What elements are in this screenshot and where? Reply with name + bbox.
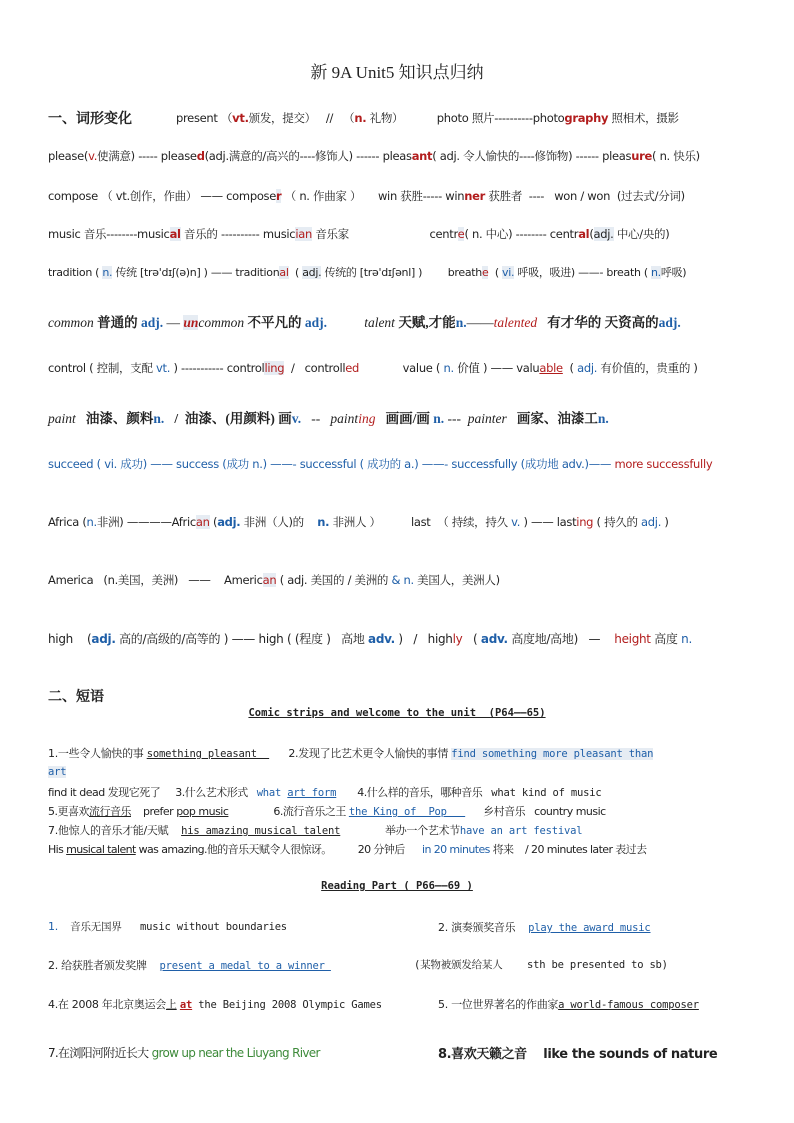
text: 1.一些令人愉快的事 <box>48 747 147 760</box>
wordform-line-2 <box>48 148 700 164</box>
pos-tag: v. <box>88 149 98 163</box>
suffix: an <box>262 573 277 587</box>
pos-tag: n. <box>433 411 445 426</box>
phrase: at <box>179 999 193 1011</box>
word: successfully <box>451 457 518 471</box>
word: common <box>198 315 245 330</box>
text: 有价值的，贵重的 ) <box>597 361 698 375</box>
pos-tag: n. <box>659 149 670 163</box>
phrase: have an art festival <box>459 825 583 837</box>
suffix: ed <box>345 361 360 375</box>
pos-tag: n. <box>317 515 330 529</box>
text: —— <box>466 315 494 330</box>
wordform-line-5 <box>48 264 686 280</box>
phrase: art <box>48 766 67 778</box>
suffix: graphy <box>564 111 609 125</box>
subsection-title: Reading Part ( P66——69 ) <box>321 880 473 892</box>
text: ) —— last <box>520 515 577 529</box>
word: high <box>48 632 73 646</box>
pos-tag: n. <box>252 457 263 471</box>
text: 非洲) ————Afric <box>96 515 196 529</box>
phrase: find something more pleasant than <box>451 748 654 760</box>
text: （ n. 作曲家 ） win 获胜----- win <box>281 189 465 203</box>
text: 照相术，摄影 <box>608 111 679 125</box>
suffix: al <box>169 227 181 241</box>
pos-tag: vt. <box>156 361 171 375</box>
word: paint <box>48 411 76 426</box>
meaning: 画画/画 <box>375 411 434 426</box>
pos-tag: n. <box>651 266 661 279</box>
phrase-line-q4 <box>48 1044 320 1061</box>
text: 流行音乐 <box>89 805 131 818</box>
word: height <box>614 632 651 646</box>
text: — <box>163 315 184 330</box>
suffix: ian <box>295 227 312 241</box>
pos-tag: vi. <box>502 266 515 279</box>
phrase: art form <box>287 787 337 799</box>
wordform-line-12 <box>48 630 692 647</box>
phrase: grow up near the Liuyang River <box>151 1046 320 1060</box>
wordform-line-9 <box>48 456 712 472</box>
text: 6.流行音乐之王 <box>228 805 349 818</box>
phrase-line-q3b <box>438 996 699 1012</box>
text: 礼物） photo 照片----------photo <box>366 111 565 125</box>
pos-tag: n. <box>681 632 692 646</box>
wordform-line-6 <box>48 311 681 331</box>
text: ( <box>488 266 503 279</box>
pos-tag: n. <box>86 515 97 529</box>
wordform-line-1 <box>176 110 679 126</box>
wordform-line-10 <box>48 514 669 530</box>
phrase-line-2 <box>48 784 601 800</box>
text: (adj.满意的/高兴的----修饰人) ------ pleas <box>204 149 412 163</box>
text: 4.什么样的音乐，哪种音乐 <box>336 786 492 799</box>
wordform-line-7 <box>48 360 698 376</box>
word: common <box>48 315 94 330</box>
pos-tag: adj. <box>141 315 164 330</box>
text: 7.他惊人的音乐才能/天赋 <box>48 824 182 837</box>
meaning: 普通的 <box>93 315 141 330</box>
text: ( <box>589 227 594 241</box>
suffix: ing <box>576 515 594 529</box>
text: ) ----------- control <box>170 361 265 375</box>
text: ( <box>652 149 660 163</box>
text: 非洲（人)的 <box>240 515 318 529</box>
text: (某物被颁发给某人 sth be presented to sb) <box>414 959 668 971</box>
meaning: 有才华的 天资高的 <box>537 315 659 330</box>
pos-tag: adj. <box>641 515 662 529</box>
suffix: able <box>539 361 563 375</box>
text: ( 成功的 <box>356 457 405 471</box>
text: 价值 ) —— valu <box>453 361 540 375</box>
pos-tag: & n. <box>391 573 414 587</box>
text: please( <box>48 149 89 163</box>
text: 高度地/高地) — <box>507 632 615 646</box>
text: 使满意) ----- please <box>97 149 197 163</box>
text: ( <box>562 361 578 375</box>
pos-tag: adj. <box>439 149 460 163</box>
text: 乡村音乐 country music <box>465 805 606 818</box>
suffix: ling <box>264 361 285 375</box>
text: Africa ( <box>48 515 87 529</box>
page-title: 新 9A Unit5 知识点归纳 <box>310 63 484 82</box>
text: 呼吸) <box>660 266 687 279</box>
pos-tag: v. <box>291 411 302 426</box>
word: paint <box>330 411 359 426</box>
phrase-line-q2 <box>48 957 331 973</box>
pos-tag: n. <box>153 411 165 426</box>
text: ( adj. 美国的 / 美洲的 <box>276 573 392 587</box>
text: 成功) —— <box>116 457 177 471</box>
phrase-line-q3 <box>48 996 382 1012</box>
pos-tag: vi. <box>104 457 117 471</box>
suffix: ly <box>452 632 463 646</box>
phrase-line-q2b <box>414 957 668 972</box>
text: tradition ( <box>48 266 103 279</box>
text: music 音乐--------music <box>48 227 170 241</box>
wordform-line-8 <box>48 407 609 427</box>
phrase: what <box>256 787 288 799</box>
text: -- <box>301 411 331 426</box>
phrase: a world-famous composer <box>558 999 699 1011</box>
word: more successfully <box>614 457 713 471</box>
pos-tag: n. <box>102 266 113 279</box>
suffix: d <box>196 149 205 163</box>
text: ) ——- <box>414 457 452 471</box>
text: compose （ vt.创作，作曲） —— compose <box>48 189 277 203</box>
phrase: musical talent <box>66 843 136 856</box>
phrase: pop music <box>176 805 229 818</box>
text: 中心/央的) <box>613 227 670 241</box>
phrase: in 20 minutes <box>422 843 490 856</box>
text: ( <box>432 149 440 163</box>
section1-heading: 一、词形变化 <box>48 111 132 127</box>
text: America (n.美国，美洲) —— Americ <box>48 573 263 587</box>
suffix: ner <box>464 189 486 203</box>
text: 令人愉快的----修饰物) ------ pleas <box>459 149 632 163</box>
phrase: like the sounds of nature <box>543 1047 718 1062</box>
pos-tag: vt. <box>232 111 249 125</box>
text: 1. <box>48 920 58 933</box>
text: value ( <box>359 361 444 375</box>
phrase: present a medal to a winner <box>159 960 331 972</box>
word: painter <box>467 411 507 426</box>
text: prefer <box>131 805 177 818</box>
suffix: e <box>481 266 489 279</box>
suffix: ure <box>631 149 653 163</box>
suffix: ant <box>411 149 433 163</box>
text: 8.喜欢天籁之音 <box>438 1047 544 1062</box>
text: 4.在 2008 年北京奥运会 <box>48 998 166 1011</box>
pos-tag: n. <box>443 361 454 375</box>
suffix: ing <box>358 411 376 426</box>
phrase: something pleasant <box>146 748 270 760</box>
wordform-line-4 <box>48 226 669 242</box>
text: 2.发现了比艺术更令人愉快的事情 <box>269 747 452 760</box>
meaning: 画家、油漆工 <box>506 411 598 426</box>
meaning: 天赋,才能 <box>394 315 456 330</box>
text: ( <box>462 632 481 646</box>
phrase-line-1 <box>48 745 653 761</box>
text: 上 <box>165 998 177 1011</box>
text: ( n. 中心) -------- centr <box>464 227 579 241</box>
text: 颁发，提交） // （ <box>248 111 355 125</box>
text: ( 持久的 <box>593 515 642 529</box>
text: 7.在浏阳河附近长大 <box>48 1046 152 1060</box>
suffix: ceed <box>66 457 94 471</box>
phrase: the Beijing 2008 Olympic Games <box>192 999 382 1011</box>
pos-tag: adv. <box>480 632 508 646</box>
text: 呼吸，吸进) ——- breath ( <box>514 266 652 279</box>
word: talent <box>327 315 395 330</box>
text: 传统的 [trə'dɪʃənl] ) breath <box>321 266 482 279</box>
text: find it dead 发现它死了 3.什么艺术形式 <box>48 786 257 799</box>
phrase: 音乐无国界 music without boundaries <box>57 921 287 933</box>
text: 非洲人 ） last （ 持续，持久 <box>329 515 512 529</box>
pos-tag: adj. <box>577 361 598 375</box>
pos-tag: adj. <box>658 315 681 330</box>
pos-tag: adv. <box>561 457 585 471</box>
pos-tag: n. <box>354 111 367 125</box>
pos-tag: adj. <box>304 315 328 330</box>
suffix: r <box>276 189 282 203</box>
text: (成功 <box>218 457 253 471</box>
phrase-line-4 <box>48 822 582 838</box>
phrase: what kind of music <box>491 787 602 799</box>
text: --- <box>444 411 468 426</box>
pos-tag: adv. <box>368 632 395 646</box>
phrase-line-q4b <box>438 1043 717 1062</box>
pos-tag: v. <box>511 515 521 529</box>
suffix: e <box>457 227 465 241</box>
pos-tag: a. <box>404 457 415 471</box>
prefix: un <box>183 315 199 330</box>
phrase: the King of Pop <box>348 806 466 818</box>
text: 音乐的 ---------- music <box>180 227 296 241</box>
text: ) <box>661 515 669 529</box>
text: 美国人，美洲人) <box>413 573 500 587</box>
wordform-line-11 <box>48 572 500 588</box>
text: ( <box>209 515 218 529</box>
text: present （ <box>176 111 233 125</box>
pos-tag: adj. <box>91 632 116 646</box>
meaning: / 油漆、(用颜料) 画 <box>164 411 292 426</box>
meaning: 不平凡的 <box>244 315 305 330</box>
wordform-line-3 <box>48 188 685 204</box>
phrase-line-q1b <box>438 919 651 935</box>
text: 高的/高级的/高等的 ) —— high ( (程度 ) 高地 <box>115 632 369 646</box>
pos-tag: adj. <box>593 227 614 241</box>
suffix: al <box>578 227 590 241</box>
text: ( <box>288 266 303 279</box>
text: 举办一个艺术节 <box>340 824 460 837</box>
text: His <box>48 843 67 856</box>
text: ( <box>72 632 92 646</box>
pos-tag: adj. <box>217 515 241 529</box>
phrase-line-1b <box>48 765 66 778</box>
word: talented <box>493 315 538 330</box>
text: ( <box>93 457 105 471</box>
suffix: al <box>279 266 289 279</box>
text: was amazing.他的音乐天赋令人很惊讶。 20 分钟后 <box>135 843 423 856</box>
phrase-line-q1 <box>48 919 287 934</box>
text: 传统 [trə'dɪʃ(ə)n] ) —— tradition <box>112 266 280 279</box>
word: successful <box>299 457 357 471</box>
text: 获胜者 ---- won / won (过去式/分词) <box>485 189 685 203</box>
text: 2. 给获胜者颁发奖牌 <box>48 959 160 972</box>
phrase-line-3 <box>48 803 606 819</box>
text: 音乐家 centr <box>311 227 458 241</box>
subsection-title: Comic strips and welcome to the unit (P64——65) <box>248 707 546 719</box>
phrase: his amazing musical talent <box>181 825 341 837</box>
phrase-line-5 <box>48 841 646 857</box>
pos-tag: n. <box>455 315 467 330</box>
text: 高度 <box>650 632 682 646</box>
text: control ( 控制，支配 <box>48 361 157 375</box>
text: )—— <box>584 457 615 471</box>
text: 快乐) <box>669 149 700 163</box>
text: suc <box>48 457 67 471</box>
phrase: play the award music <box>528 922 651 934</box>
section2-heading: 二、短语 <box>48 689 104 705</box>
meaning: 油漆、颜料 <box>75 411 154 426</box>
text: ) / high <box>394 632 453 646</box>
pos-tag: adj. <box>302 266 322 279</box>
text: 5. 一位世界著名的作曲家 <box>438 998 559 1011</box>
suffix: an <box>195 515 210 529</box>
pos-tag: n. <box>597 411 609 426</box>
text: / controll <box>284 361 346 375</box>
text: (成功地 <box>517 457 562 471</box>
text: 2. 演奏颁奖音乐 <box>438 921 529 934</box>
text: 将来 / 20 minutes later 表过去 <box>489 843 647 856</box>
text: ) ——- <box>262 457 300 471</box>
text: 5.更喜欢 <box>48 805 89 818</box>
word: success <box>176 457 219 471</box>
